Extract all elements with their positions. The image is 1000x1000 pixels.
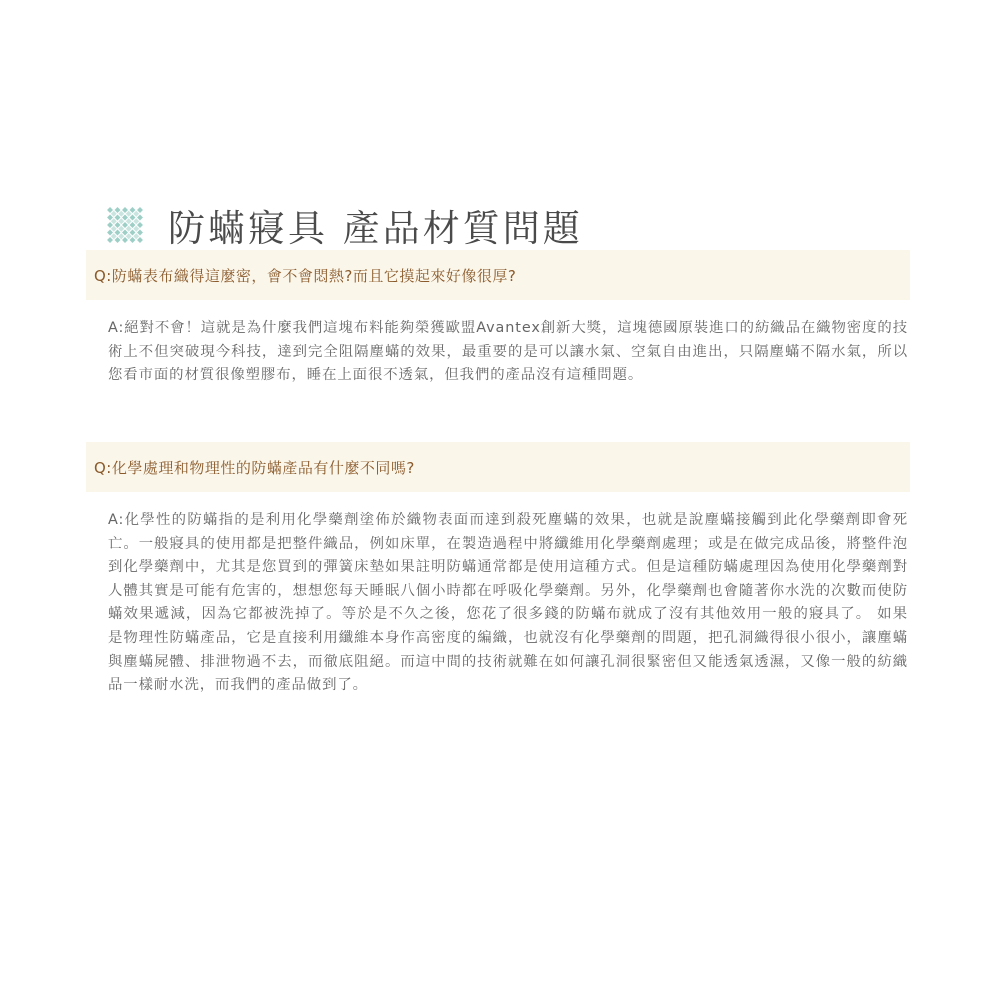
question-1-text: Q:防蟎表布織得這麼密，會不會悶熱?而且它摸起來好像很厚?: [94, 266, 517, 285]
answer-1-text: A:絕對不會！這就是為什麼我們這塊布料能夠榮獲歐盟Avantex創新大獎，這塊德國原裝進口的紡織品在織物密度的技術上不但突破現今科技，達到完全阻隔塵蟎的效果，最重要的是可以讓水氣、空氣自由進出，只隔塵蟎不隔水氣，所以您看市面的材質很像塑膠布，睡在上面很不透氣，但我們的產品沒有這種問題。: [108, 320, 908, 384]
diamond-lattice-icon: [100, 200, 150, 250]
question-bar-2: [86, 442, 910, 492]
question-bar-1: [86, 250, 910, 300]
answer-2-text: A:化學性的防蟎指的是利用化學藥劑塗佈於織物表面而達到殺死塵蟎的效果，也就是說塵蟎接觸到此化學藥劑即會死亡。一般寢具的使用都是把整件織品，例如床單，在製造過程中將纖維用化學藥劑處理；或是在做完成品後，將整件泡到化學藥劑中，尤其是您買到的彈簧床墊如果註明防蟎通常都是使用這種方式。但是這種防蟎處理因為使用化學藥劑對人體其實是可能有危害的，想想您每天睡眠八個小時都在呼吸化學藥劑。另外，化學藥劑也會隨著你水洗的次數而使防蟎效果遞減，因為它都被洗掉了。等於是不久之後，您花了很多錢的防蟎布就成了沒有其他效用一般的寢具了。 如果是物理性防蟎產品，它是直接利用纖維本身作高密度的編織，也就沒有化學藥劑的問題，把孔洞織得很小很小，讓塵蟎與塵蟎屍體、排泄物過不去，而徹底阻絕。而這中間的技術就難在如何讓孔洞很緊密但又能透氣透濕，又像一般的紡織品一樣耐水洗，而我們的產品做到了。: [108, 512, 908, 694]
page-title: 防蟎寢具 產品材質問題: [168, 206, 583, 250]
question-2-text: Q:化學處理和物理性的防蟎產品有什麼不同嗎?: [94, 458, 415, 477]
